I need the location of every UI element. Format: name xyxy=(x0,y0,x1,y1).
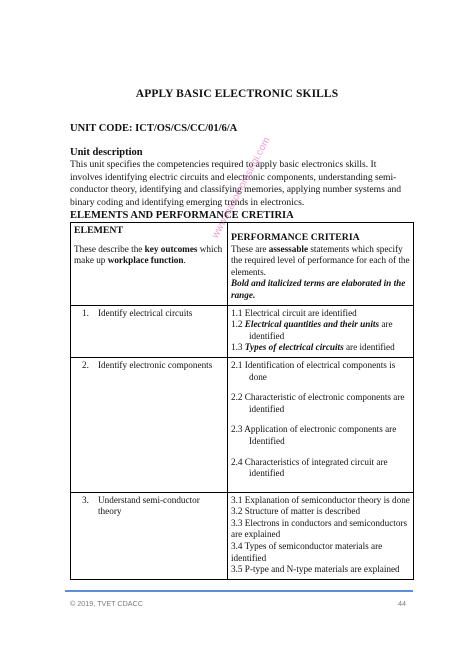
element-cell xyxy=(71,305,228,357)
table-row xyxy=(71,305,414,357)
criteria-header-cell xyxy=(228,223,414,306)
criteria-item-number: 1.2 xyxy=(231,319,245,330)
criteria-item xyxy=(231,342,410,354)
element-header-key-outcomes: key outcomes xyxy=(144,243,198,254)
criteria-item: 3.1 Explanation of semiconductor theory is done xyxy=(231,494,410,505)
unit-description-line: conductor theory, identifying and classifying memories, applying number systems and xyxy=(70,184,402,196)
criteria-item-continuation: identified xyxy=(249,468,285,479)
unit-code: UNIT CODE: ICT/OS/CS/CC/01/6/A xyxy=(70,123,238,134)
element-header-cell xyxy=(71,223,228,306)
criteria-item: 2.3 Application of electronic components are xyxy=(231,424,397,435)
criteria-header-assessable: assessable xyxy=(268,243,309,254)
table-header-row xyxy=(71,223,414,306)
criteria-item-continuation: Identified xyxy=(249,435,285,446)
elements-criteria-table xyxy=(70,222,414,580)
criteria-cell xyxy=(228,492,414,579)
table-row xyxy=(71,357,414,492)
criteria-item-continuation: done xyxy=(249,371,267,382)
criteria-item-range-term: Electrical quantities and their units xyxy=(244,319,380,330)
element-text xyxy=(98,495,200,518)
criteria-header-title: PERFORMANCE CRITERIA xyxy=(231,232,360,243)
criteria-cell xyxy=(228,305,414,357)
criteria-item: 2.4 Characteristics of integrated circuit are xyxy=(231,456,388,467)
footer-divider xyxy=(65,590,413,592)
element-text: Identify electrical circuits xyxy=(98,307,193,318)
criteria-header-description xyxy=(231,244,410,279)
unit-description-line: involves identifying electric circuits and electronic components, understanding semi- xyxy=(70,171,397,183)
criteria-item-range-term: Types of electrical circuits xyxy=(244,342,344,353)
criteria-item-continuation: identified xyxy=(249,403,285,414)
criteria-item-continuation: are explained xyxy=(231,529,281,540)
element-cell xyxy=(71,357,228,492)
criteria-item xyxy=(231,319,410,331)
criteria-header-desc-text: statements which specify the required level of performance for each of the elements. xyxy=(231,243,410,277)
element-number: 3. xyxy=(82,494,89,505)
criteria-cell xyxy=(228,357,414,492)
criteria-item: 3.5 P-type and N-type materials are explained xyxy=(231,564,400,575)
element-header-title: ELEMENT xyxy=(74,225,123,236)
element-header-desc-text: These describe the xyxy=(74,243,145,254)
element-cell xyxy=(71,492,228,579)
element-header-workplace-function: workplace function xyxy=(107,255,184,266)
criteria-item-continuation: identified xyxy=(249,330,285,341)
elements-heading: ELEMENTS AND PERFORMANCE CRETIRIA xyxy=(70,210,294,221)
criteria-header-desc-text: These are xyxy=(231,243,269,254)
criteria-item: 3.3 Electrons in conductors and semiconductors xyxy=(231,517,408,528)
criteria-item-text: are xyxy=(379,319,393,330)
criteria-item: 3.4 Types of semiconductor materials are xyxy=(231,541,383,552)
element-number: 2. xyxy=(82,359,89,370)
criteria-item-continuation: identified xyxy=(231,552,267,563)
unit-description-heading: Unit description xyxy=(70,147,143,158)
criteria-item: 2.1 Identification of electrical components is xyxy=(231,359,396,370)
unit-description-line: This unit specifies the competencies required to apply basic electronics skills. It xyxy=(70,159,377,170)
footer-page-number: 44 xyxy=(398,599,406,608)
table-row xyxy=(71,492,414,579)
element-number: 1. xyxy=(82,307,89,318)
footer-copyright: © 2019, TVET CDACC xyxy=(70,599,143,608)
criteria-item-number: 1.3 xyxy=(231,342,245,353)
element-header-desc-text: which make up xyxy=(74,243,223,266)
element-header-description xyxy=(74,244,224,267)
element-text-line: theory xyxy=(98,506,122,517)
watermark-text: www.masomomsingi.com xyxy=(210,135,273,241)
page-title: APPLY BASIC ELECTRONIC SKILLS xyxy=(135,88,339,100)
element-text: Identify electronic components xyxy=(98,359,213,370)
unit-description-line: binary coding and identifying emerging trends in electronics. xyxy=(70,196,305,208)
criteria-item: 1.1 Electrical circuit are identified xyxy=(231,307,357,318)
element-text-line: Understand semi-conductor xyxy=(98,494,200,505)
criteria-header-note: Bold and italicized terms are elaborated in the range. xyxy=(231,278,406,300)
element-entry xyxy=(74,495,224,518)
criteria-item: 3.2 Structure of matter is described xyxy=(231,506,361,517)
criteria-item-text: are identified xyxy=(343,342,395,353)
element-header-desc-text: . xyxy=(183,255,186,266)
criteria-item: 2.2 Characteristic of electronic components are xyxy=(231,392,405,403)
